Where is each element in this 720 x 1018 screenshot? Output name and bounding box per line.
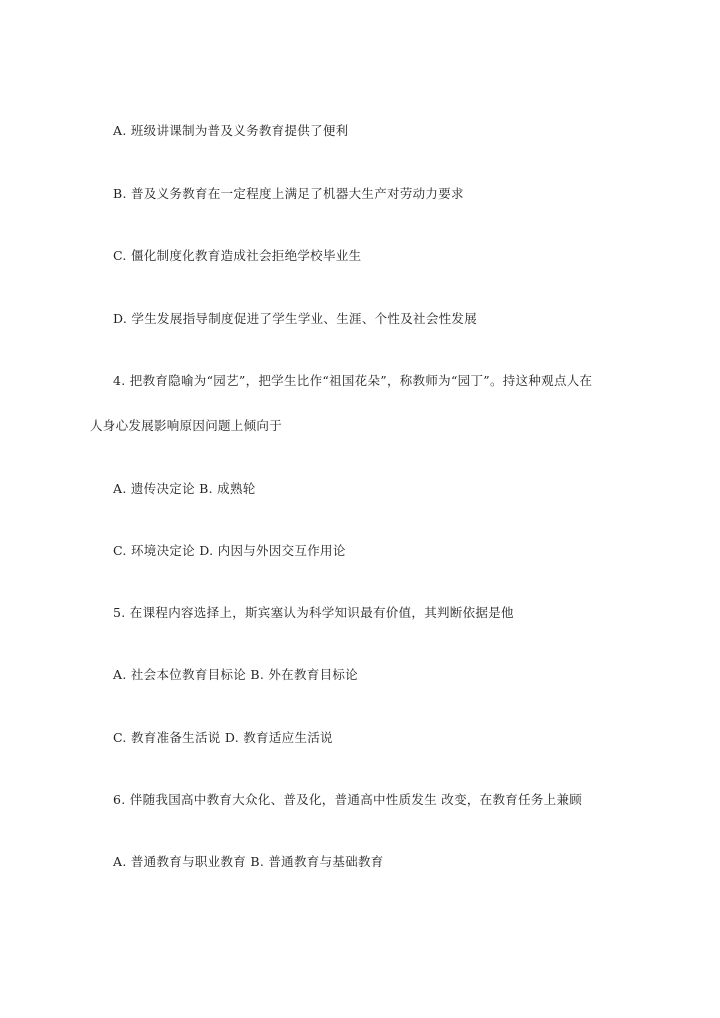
options-q6-ab: A. 普通教育与职业教育 B. 普通教育与基础教育 bbox=[113, 854, 384, 869]
question-4: 4. 把教育隐喻为“园艺”，把学生比作“祖国花朵”，称教师为“园丁”。持这种观点人在 bbox=[113, 373, 593, 388]
question-4-continued: 人身心发展影响原因问题上倾向于 bbox=[90, 418, 283, 433]
question-6: 6. 伴随我国高中教育大众化、普及化，普通高中性质发生 改变，在教育任务上兼顾 bbox=[113, 792, 583, 807]
option-d-q3: D. 学生发展指导制度促进了学生学业、生涯、个性及社会性发展 bbox=[113, 311, 478, 326]
options-q5-ab: A. 社会本位教育目标论 B. 外在教育目标论 bbox=[113, 667, 358, 682]
option-a-q3: A. 班级讲课制为普及义务教育提供了便利 bbox=[113, 123, 349, 138]
options-q4-cd: C. 环境决定论 D. 内因与外因交互作用论 bbox=[113, 543, 346, 558]
options-q5-cd: C. 教育准备生活说 D. 教育适应生活说 bbox=[113, 730, 333, 745]
question-5: 5. 在课程内容选择上，斯宾塞认为科学知识最有价值，其判断依据是他 bbox=[113, 605, 514, 620]
options-q4-ab: A. 遗传决定论 B. 成熟轮 bbox=[113, 481, 256, 496]
option-c-q3: C. 僵化制度化教育造成社会拒绝学校毕业生 bbox=[113, 248, 362, 263]
option-b-q3: B. 普及义务教育在一定程度上满足了机器大生产对劳动力要求 bbox=[113, 186, 464, 201]
